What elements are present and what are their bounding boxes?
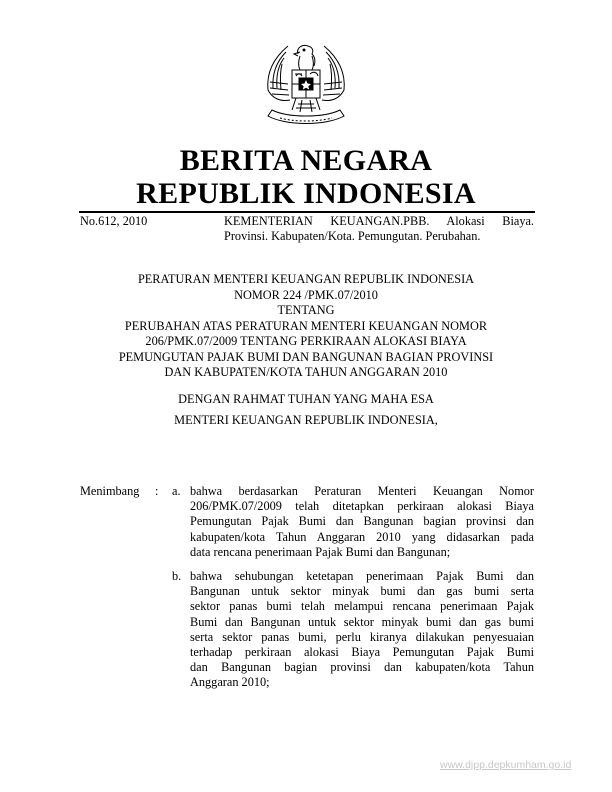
item-line: terhadap perkiraan alokasi Biaya Pemungutan Pajak Bumi — [190, 645, 534, 660]
regulation-subject-line: DAN KABUPATEN/KOTA TAHUN ANGGARAN 2010 — [164, 365, 448, 379]
description-line: Provinsi. Kabupaten/Kota. Pemungutan. Perubahan. — [224, 229, 481, 243]
gazette-description — [224, 214, 534, 244]
item-line: 206/PMK.07/2009 telah ditetapkan perkiraan alokasi Biaya — [190, 499, 534, 514]
gazette-title: BERITA NEGARA — [179, 144, 433, 177]
regulation-subject-line: 206/PMK.07/2009 TENTANG PERKIRAAN ALOKASI BIAYA — [145, 334, 467, 348]
gazette-number: No.612, 2010 — [80, 214, 148, 228]
item-line: bahwa sehubungan ketetapan penerimaan Pajak Bumi dan — [190, 569, 534, 583]
item-line: dan Bangunan bagian provinsi dan kabupaten/kota Tahun — [190, 660, 534, 675]
regulation-title: PERATURAN MENTERI KEUANGAN REPUBLIK INDONESIA — [137, 272, 475, 286]
preamble-line: MENTERI KEUANGAN REPUBLIK INDONESIA, — [174, 412, 438, 427]
item-line: bahwa berdasarkan Peraturan Menteri Keuangan Nomor — [190, 484, 534, 498]
item-line: Anggaran 2010; — [190, 675, 270, 690]
gazette-subtitle: REPUBLIK INDONESIA — [136, 177, 476, 210]
consideration-item-b — [190, 569, 534, 691]
preamble — [80, 392, 532, 428]
item-line: Bangunan untuk sektor minyak bumi dan gas bumi serta — [190, 584, 534, 599]
item-line: data rencana penerimaan Pajak Bumi dan Bangunan; — [190, 544, 451, 559]
item-letter-a: a. — [172, 484, 181, 498]
regulation-subject-line: PEMUNGUTAN PAJAK BUMI DAN BANGUNAN BAGIAN PROVINSI — [118, 349, 494, 364]
item-line: serta sektor panas bumi, perlu kiranya dilakukan penyesuaian — [190, 629, 534, 644]
header-divider — [79, 211, 535, 213]
item-line: Pemungutan Pajak Bumi dan Bangunan bagian provinsi dan — [190, 514, 534, 529]
item-line: Bumi dan Bangunan untuk sektor minyak bumi dan gas bumi — [190, 614, 534, 629]
regulation-about: TENTANG — [277, 303, 335, 317]
item-line: kabupaten/kota Tahun Anggaran 2010 yang didasarkan pada — [190, 529, 534, 544]
regulation-heading — [80, 272, 532, 381]
menimbang-label: Menimbang — [80, 484, 140, 498]
garuda-emblem-icon — [258, 38, 354, 136]
description-line: KEMENTERIAN KEUANGAN.PBB. Alokasi Biaya. — [224, 214, 534, 228]
consideration-item-a — [190, 484, 534, 560]
watermark-link[interactable]: www.djpp.depkumham.go.id — [440, 759, 572, 771]
item-letter-b: b. — [172, 569, 182, 583]
regulation-number: NOMOR 224 /PMK.07/2010 — [234, 287, 378, 302]
regulation-subject-line: PERUBAHAN ATAS PERATURAN MENTERI KEUANGAN NOMOR — [124, 318, 488, 333]
menimbang-colon: : — [155, 484, 159, 498]
preamble-line: DENGAN RAHMAT TUHAN YANG MAHA ESA — [178, 392, 434, 406]
item-line: sektor panas bumi telah melampui rencana penerimaan Pajak — [190, 599, 534, 614]
